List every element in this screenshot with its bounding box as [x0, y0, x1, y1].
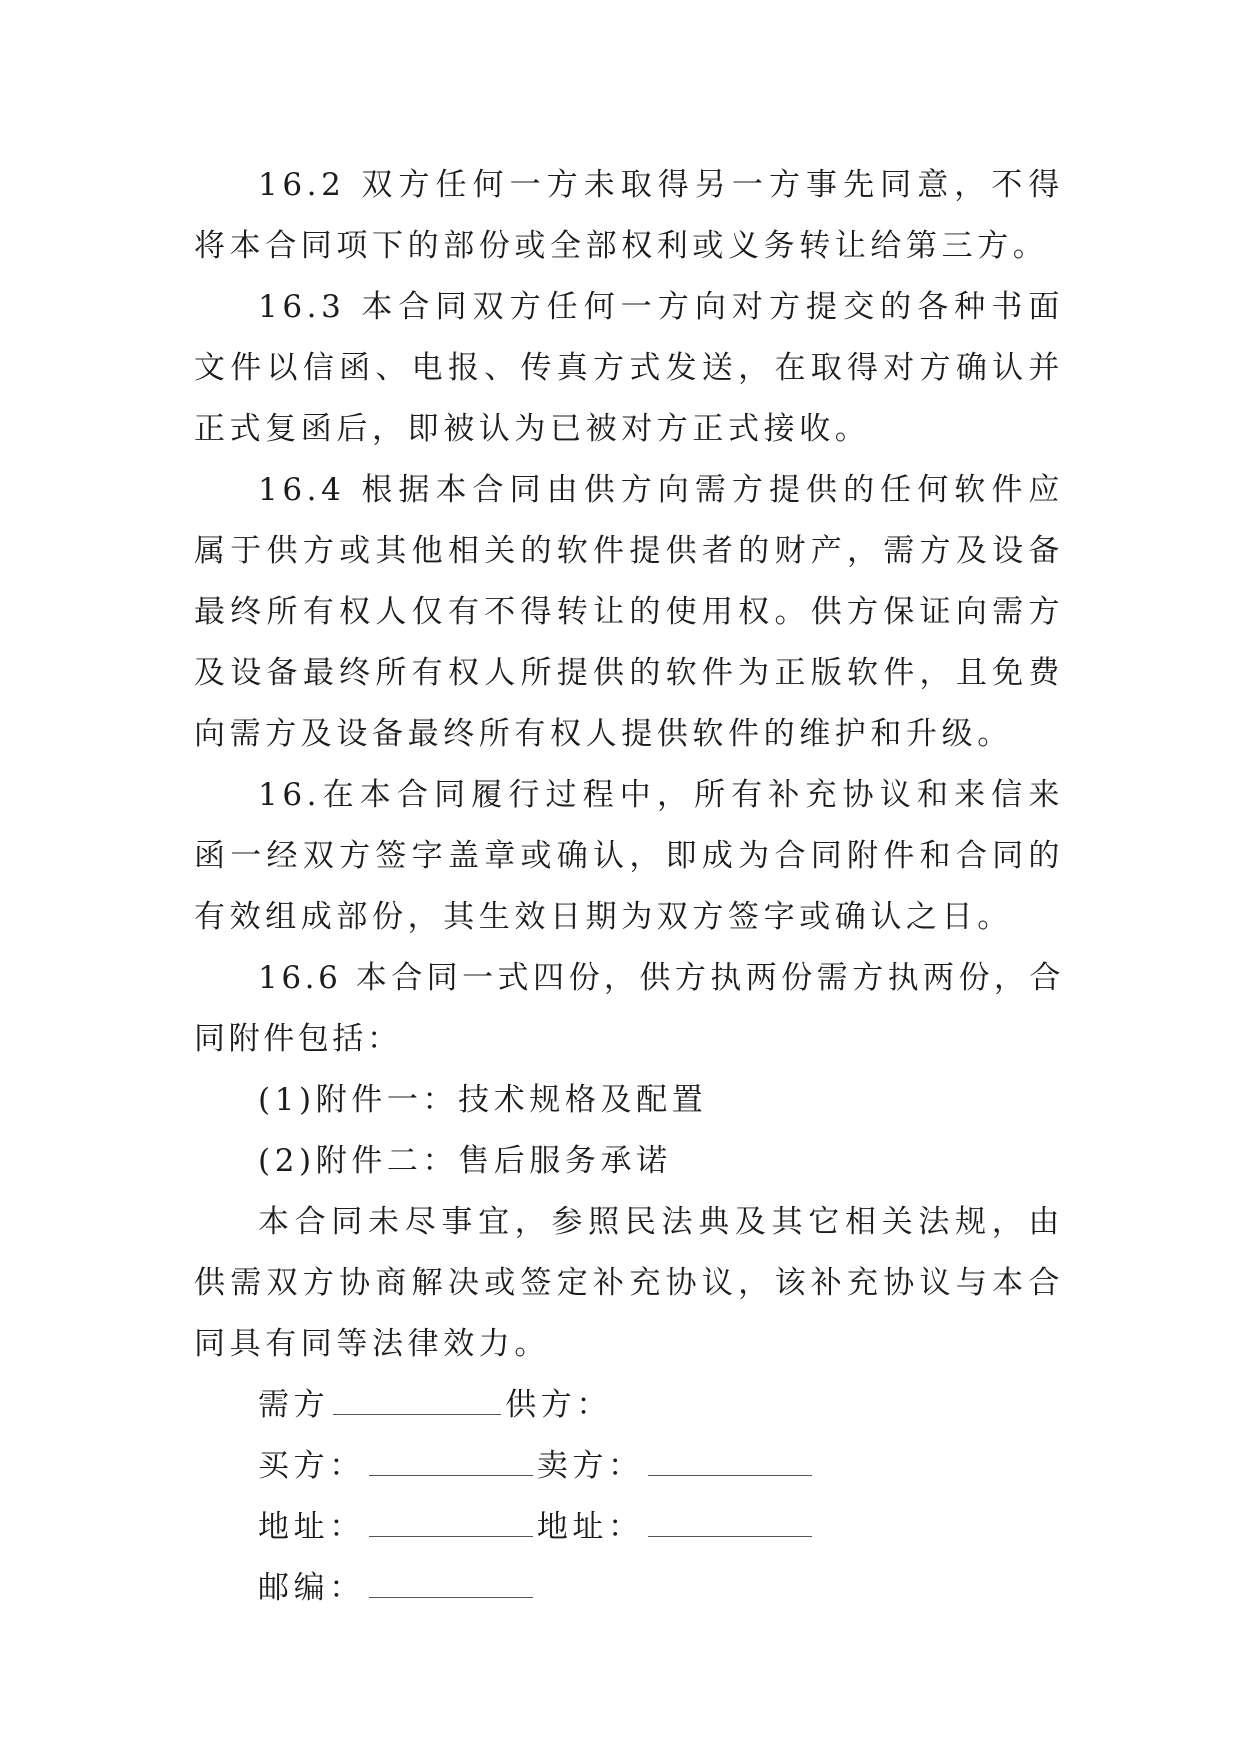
signature-line-buyer-seller — [194, 1436, 1064, 1497]
buyer-blank — [369, 1447, 533, 1476]
buyer-address-blank — [369, 1508, 533, 1537]
attachment-2: (2)附件二：售后服务承诺 — [258, 1143, 672, 1179]
postcode-blank — [369, 1569, 533, 1598]
contract-body — [194, 155, 1064, 1619]
seller-label: 卖方： — [536, 1448, 644, 1484]
clause-16-5: 16.在本合同履行过程中，所有补充协议和来信来函一经双方签字盖章或确认，即成为合同附件和合同的有效组成部份，其生效日期为双方签字或确认之日。 — [194, 777, 1064, 935]
buyer-address-label: 地址： — [258, 1509, 365, 1545]
buyer-label: 买方： — [258, 1448, 365, 1484]
seller-party-label: 供方： — [505, 1387, 613, 1423]
signature-line-postcode — [194, 1558, 1064, 1619]
signature-line-parties — [194, 1375, 1064, 1436]
postcode-label: 邮编： — [258, 1570, 365, 1606]
clause-16-3: 16.3 本合同双方任何一方向对方提交的各种书面文件以信函、电报、传真方式发送，在取得对方确认并正式复函后，即被认为已被对方正式接收。 — [194, 289, 1064, 447]
clause-16-2: 16.2 双方任何一方未取得另一方事先同意，不得将本合同项下的部份或全部权利或义务转让给第三方。 — [194, 167, 1064, 264]
closing-paragraph: 本合同未尽事宜，参照民法典及其它相关法规，由供需双方协商解决或签定补充协议，该补充协议与本合同具有同等法律效力。 — [194, 1204, 1064, 1362]
attachment-1: (1)附件一：技术规格及配置 — [258, 1082, 708, 1118]
buyer-party-label: 需方 — [258, 1387, 330, 1423]
seller-address-label: 地址： — [536, 1509, 644, 1545]
seller-blank — [648, 1447, 812, 1476]
clause-16-6: 16.6 本合同一式四份，供方执两份需方执两份，合同附件包括： — [194, 960, 1064, 1057]
seller-address-blank — [648, 1508, 812, 1537]
signature-line-address — [194, 1497, 1064, 1558]
clause-16-4: 16.4 根据本合同由供方向需方提供的任何软件应属于供方或其他相关的软件提供者的财产，需方及设备最终所有权人仅有不得转让的使用权。供方保证向需方及设备最终所有权人所提供的软件为正版软件，且免费向需方及设备最终所有权人提供软件的维护和升级。 — [194, 472, 1064, 752]
buyer-party-blank — [333, 1386, 501, 1415]
